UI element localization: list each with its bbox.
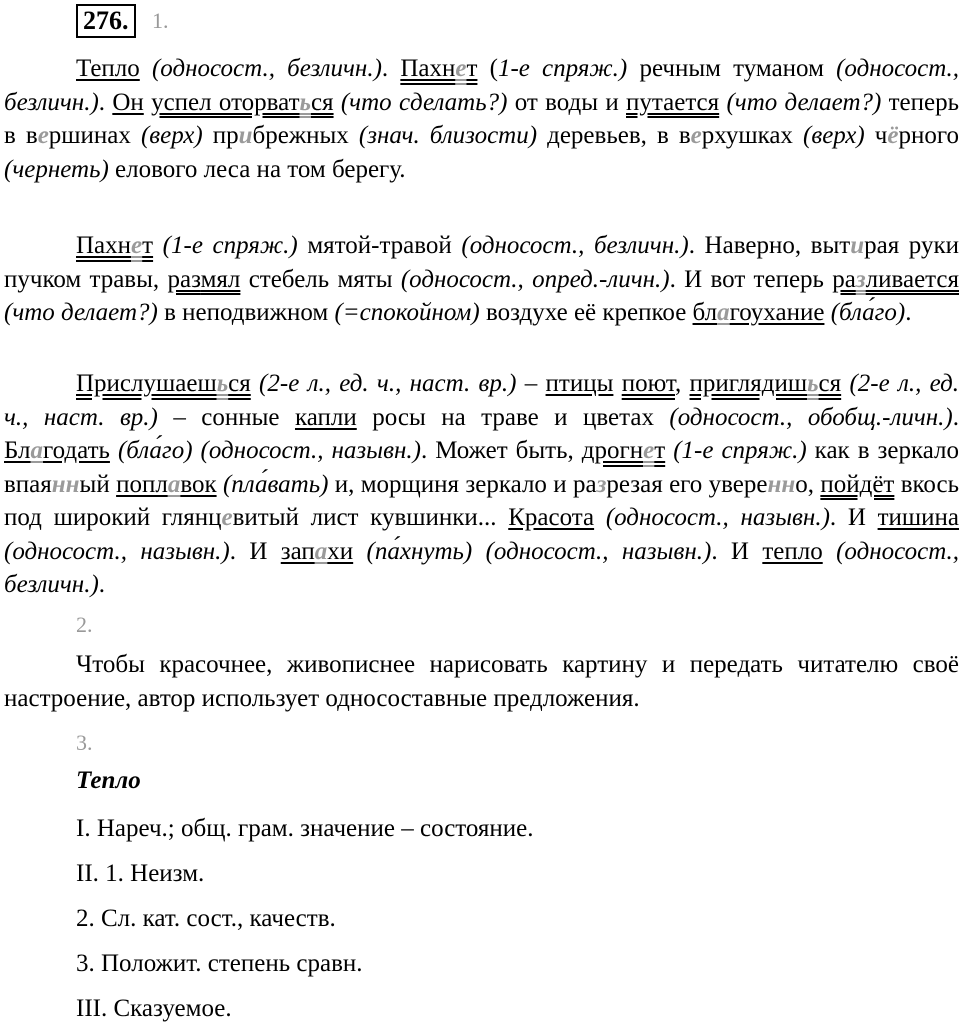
text-run: (верх) bbox=[140, 122, 203, 149]
text-run: резая его увере bbox=[606, 470, 768, 498]
text-run bbox=[353, 538, 366, 565]
task-number-3: 3. bbox=[76, 730, 93, 755]
text-run: путается bbox=[626, 88, 720, 116]
text-run: пойдёт bbox=[820, 470, 895, 498]
text-run: (знач. близости) bbox=[358, 122, 538, 149]
text-run: . Наверно, выт bbox=[688, 232, 851, 259]
text-run: речным туманом bbox=[627, 55, 837, 82]
text-run: е bbox=[690, 122, 702, 149]
text-run: росы на траве и цветах bbox=[356, 403, 670, 431]
text-run: . bbox=[905, 299, 912, 326]
exercise-number: 276. bbox=[76, 4, 136, 38]
text-run: Прислушаеш bbox=[76, 370, 217, 397]
text-run: воздухе её крепкое bbox=[479, 299, 693, 326]
text-run: (что сделать?) bbox=[340, 88, 508, 116]
text-run: з bbox=[855, 265, 866, 293]
parse-heading: Тепло bbox=[76, 767, 141, 794]
text-run: мятой-травой bbox=[297, 232, 462, 259]
text-run: успел оторват bbox=[151, 88, 300, 116]
text-run: годать bbox=[43, 437, 110, 464]
text-run: . И bbox=[829, 504, 878, 531]
text-run: . Может быть, bbox=[420, 437, 582, 464]
text-run bbox=[144, 89, 151, 116]
text-run bbox=[823, 538, 836, 565]
text-run: е bbox=[455, 55, 467, 82]
text-run: дрогн bbox=[581, 437, 644, 464]
text-run: попл bbox=[116, 470, 168, 498]
text-run: (односост., назывн.) bbox=[200, 437, 421, 464]
parse-line-1: I. Нареч.; общ. грам. значение – состояние. bbox=[76, 815, 534, 842]
task-number-2: 2. bbox=[76, 612, 93, 637]
text-run: т bbox=[142, 232, 154, 259]
text-run: Бл bbox=[4, 437, 31, 464]
text-run: (па́хнуть) bbox=[366, 537, 473, 565]
text-run: (односост., назывн.) bbox=[605, 504, 830, 531]
text-run: стебель мяты bbox=[240, 265, 401, 293]
text-run: Красота bbox=[508, 504, 595, 531]
text-run: пр bbox=[202, 122, 239, 149]
text-run: витый лист кувшинки... bbox=[232, 504, 509, 531]
text-run: (односост., обобщ.-личн.) bbox=[669, 403, 953, 431]
text-run: . bbox=[381, 55, 401, 82]
text-run: . bbox=[98, 571, 106, 598]
paragraph-1 bbox=[4, 52, 959, 186]
text-run: . И вот теперь bbox=[669, 265, 833, 293]
parse-line-5: III. Сказуемое. bbox=[76, 995, 232, 1022]
text-run: ь bbox=[807, 370, 819, 397]
text-run: от воды и bbox=[507, 88, 627, 116]
text-run: (верх) bbox=[803, 122, 865, 149]
text-run: 1-е спряж.) bbox=[497, 55, 628, 82]
text-run: . И bbox=[711, 537, 763, 565]
text-run bbox=[613, 370, 621, 397]
text-run bbox=[110, 437, 118, 464]
text-run: птицы bbox=[545, 370, 614, 397]
text-run: ый bbox=[79, 470, 117, 498]
text-run: рного bbox=[898, 122, 959, 149]
text-run: (что делает?) bbox=[726, 88, 882, 116]
text-run: нн bbox=[767, 470, 796, 498]
text-run: (2-е л., ед. ч., наст. вр.) bbox=[4, 370, 960, 431]
text-run: брежных bbox=[252, 122, 359, 149]
text-run: (бла́го) bbox=[117, 437, 193, 464]
text-run bbox=[594, 504, 606, 531]
conclusion-text: Чтобы красочнее, живописнее нарисовать картину и передать читателю своё настроение, автор использует односоставные предложения. bbox=[4, 651, 959, 712]
text-run: теперь в в bbox=[4, 88, 960, 149]
text-run bbox=[665, 437, 673, 464]
text-run: ся bbox=[310, 88, 334, 116]
text-run: . И bbox=[229, 537, 281, 565]
text-run: мял bbox=[200, 265, 241, 293]
text-run: Тепло bbox=[76, 55, 140, 82]
text-run: – bbox=[516, 370, 546, 397]
text-run: т bbox=[654, 437, 666, 464]
text-run: (1-е спряж.) bbox=[673, 437, 807, 464]
text-run: (пла́вать) bbox=[222, 470, 329, 498]
text-run bbox=[334, 89, 341, 116]
text-run: Он bbox=[112, 88, 144, 116]
text-run: ь bbox=[299, 88, 311, 116]
text-run: а bbox=[314, 537, 328, 565]
text-run: гоухание bbox=[729, 299, 825, 326]
text-run bbox=[140, 55, 152, 82]
parse-line-2: II. 1. Неизм. bbox=[76, 860, 205, 887]
text-run: раз bbox=[167, 265, 201, 293]
text-run: елового леса на том берегу. bbox=[108, 155, 406, 183]
text-run: нн bbox=[51, 470, 80, 498]
text-run: а bbox=[30, 437, 44, 464]
text-run: (односост., назывн.) bbox=[485, 537, 712, 565]
text-run: рая руки пучком травы, bbox=[4, 232, 960, 293]
text-run: ра bbox=[832, 265, 856, 293]
text-run: и bbox=[238, 122, 253, 149]
text-run: (односост., опред.-личн.) bbox=[400, 265, 670, 293]
text-run: , bbox=[674, 370, 690, 397]
text-run: поют bbox=[621, 370, 675, 397]
text-run: т bbox=[466, 55, 478, 82]
text-run: (односост., назывн.) bbox=[4, 537, 230, 565]
text-run: (односост., безличн.) bbox=[151, 55, 382, 82]
text-run: как в зеркало впая bbox=[4, 437, 960, 498]
text-run: ё bbox=[887, 122, 899, 149]
text-run: е bbox=[131, 232, 143, 259]
text-run bbox=[153, 232, 163, 259]
text-run: ч bbox=[864, 122, 888, 149]
text-run: (2-е л., ед. ч., наст. вр.) bbox=[259, 370, 517, 397]
text-run: вкось под широкий глянц bbox=[4, 470, 960, 531]
text-run bbox=[193, 437, 201, 464]
text-run: . bbox=[98, 88, 113, 116]
text-run: ся bbox=[228, 370, 251, 397]
text-run: ршинах bbox=[48, 122, 141, 149]
text-run: вок bbox=[180, 470, 217, 498]
text-run: (что делает?) bbox=[4, 299, 158, 326]
text-run: (1-е спряж.) bbox=[162, 232, 298, 259]
text-run: ь bbox=[216, 370, 229, 397]
text-run: зап bbox=[280, 537, 315, 565]
text-run: з bbox=[596, 470, 607, 498]
text-run: Пахн bbox=[76, 232, 132, 259]
parse-line-3: 2. Сл. кат. сост., качеств. bbox=[76, 905, 336, 932]
text-run: деревьев, в в bbox=[537, 122, 691, 149]
text-run: е bbox=[221, 504, 233, 531]
text-run: хи bbox=[327, 537, 354, 565]
text-run: ливается bbox=[865, 265, 959, 293]
text-run: (чернеть) bbox=[4, 155, 109, 183]
text-run: в неподвижном bbox=[157, 299, 335, 326]
text-run: (односост., безличн.) bbox=[4, 55, 960, 116]
text-run: е bbox=[37, 122, 49, 149]
paragraph-2 bbox=[4, 229, 959, 330]
text-run: . bbox=[952, 403, 959, 431]
text-run: бл bbox=[692, 299, 718, 326]
text-run: рхушках bbox=[701, 122, 804, 149]
task-number-1: 1. bbox=[152, 8, 169, 33]
text-run: ( bbox=[477, 55, 498, 82]
text-run: о, bbox=[795, 470, 821, 498]
text-run: тепло bbox=[762, 537, 823, 565]
text-run: – сонные bbox=[157, 403, 295, 431]
text-run bbox=[251, 370, 259, 397]
text-run: Пахн bbox=[400, 55, 456, 82]
text-run: (бла́го) bbox=[830, 299, 906, 326]
text-run: (=спокойном) bbox=[334, 299, 480, 326]
text-run: а bbox=[717, 299, 730, 326]
text-run: капли bbox=[294, 403, 357, 431]
text-run: тишина bbox=[877, 504, 960, 531]
text-run: приглядиш bbox=[689, 370, 808, 397]
text-run: и bbox=[850, 232, 865, 259]
text-run: и, морщиня зеркало и ра bbox=[328, 470, 597, 498]
parse-line-4: 3. Положит. степень сравн. bbox=[76, 950, 363, 977]
text-run: (односост., безличн.) bbox=[4, 537, 960, 598]
text-run: ся bbox=[818, 370, 842, 397]
text-run: е bbox=[643, 437, 655, 464]
paragraph-3 bbox=[4, 367, 959, 602]
text-run bbox=[472, 538, 485, 565]
text-run: (односост., безличн.) bbox=[461, 232, 689, 259]
text-run: а bbox=[167, 470, 181, 498]
